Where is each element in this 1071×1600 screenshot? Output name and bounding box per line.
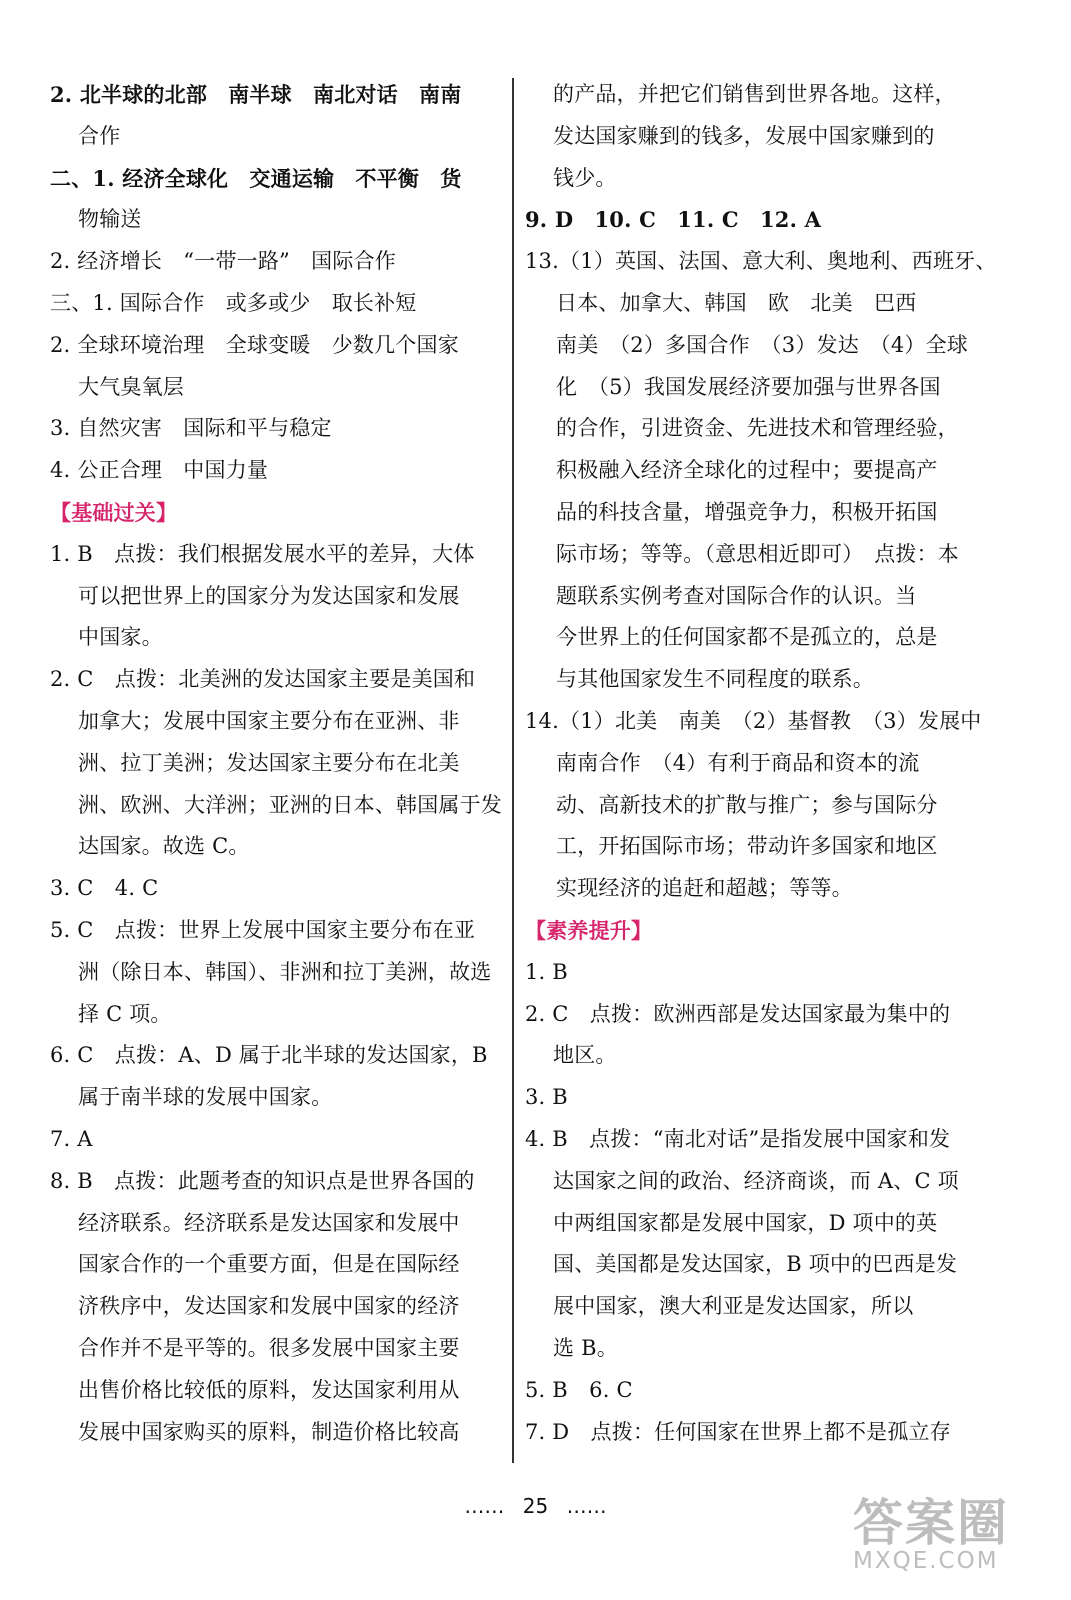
answer-line: 钱少。: [553, 165, 617, 190]
left-column: [50, 74, 505, 1453]
footer-dots-right: ……: [566, 1494, 607, 1518]
answer-line: 积极融入经济全球化的过程中；要提高产: [556, 458, 938, 483]
answer-line: 展中国家，澳大利亚是发达国家，所以: [553, 1294, 914, 1319]
section-heading: 【素养提升】: [525, 917, 653, 943]
answer-line: 4. B 点拨：“南北对话”是指发展中国家和发: [525, 1126, 951, 1151]
answer-line: 5. C 点拨：世界上发展中国家主要分布在亚: [50, 917, 476, 942]
answer-line: 中国家。: [78, 625, 163, 650]
answer-line: 国家合作的一个重要方面，但是在国际经: [78, 1252, 460, 1277]
answer-line: 出售价格比较低的原料，发达国家利用从: [78, 1377, 460, 1402]
answer-line: 合作: [78, 123, 121, 148]
column-divider: [512, 78, 514, 1463]
answer-line: 品的科技含量，增强竞争力，积极开拓国: [556, 499, 938, 524]
answer-line: 13.（1）英国、法国、意大利、奥地利、西班牙、: [525, 249, 997, 274]
answer-line: 南美 （2）多国合作 （3）发达 （4）全球: [556, 332, 968, 357]
answer-line: 加拿大；发展中国家主要分布在亚洲、非: [78, 708, 460, 733]
answer-line: 工，开拓国际市场；带动许多国家和地区: [556, 834, 938, 859]
answer-line: 选 B。: [553, 1335, 618, 1360]
answer-line: 7. D 点拨：任何国家在世界上都不是孤立存: [525, 1419, 951, 1444]
answer-line: 2. C 点拨：北美洲的发达国家主要是美国和: [50, 667, 476, 692]
answer-line: 大气臭氧层: [78, 374, 184, 399]
answer-line: 经济联系。经济联系是发达国家和发展中: [78, 1210, 460, 1235]
watermark-url: MXQE.COM: [853, 1548, 999, 1574]
answer-line: 2. 经济增长 “一带一路” 国际合作: [50, 249, 396, 274]
answer-line: 3. 自然灾害 国际和平与稳定: [50, 416, 332, 441]
answer-line: 7. A: [50, 1126, 93, 1151]
right-column: [525, 74, 997, 1453]
answer-line: 择 C 项。: [78, 1001, 172, 1026]
answer-line: 化 （5）我国发展经济要加强与世界各国: [556, 374, 941, 399]
answer-line: 发展中国家购买的原料，制造价格比较高: [78, 1419, 460, 1444]
answer-line: 2. 全球环境治理 全球变暖 少数几个国家: [50, 332, 459, 357]
answer-line: 济秩序中，发达国家和发展中国家的经济: [78, 1294, 460, 1319]
answer-line: 日本、加拿大、韩国 欧 北美 巴西: [556, 290, 917, 315]
answer-line: 物输送: [78, 207, 142, 232]
answer-line: 国、美国都是发达国家，B 项中的巴西是发: [553, 1252, 958, 1277]
watermark-logo: [853, 1494, 1043, 1576]
answer-line: 地区。: [553, 1043, 617, 1068]
answer-line: 实现经济的追赶和超越；等等。: [556, 876, 853, 901]
answer-line: 达国家。故选 C。: [78, 834, 250, 859]
answer-line: 14.（1）北美 南美 （2）基督教 （3）发展中: [525, 708, 982, 733]
answer-line: 1. B: [525, 959, 568, 984]
answer-line: 3. B: [525, 1085, 568, 1110]
answer-line: 南南合作 （4）有利于商品和资本的流: [556, 750, 920, 775]
answer-line: 3. C 4. C: [50, 876, 159, 901]
answer-line: 达国家之间的政治、经济商谈，而 A、C 项: [553, 1168, 959, 1193]
answer-line: 可以把世界上的国家分为发达国家和发展: [78, 583, 460, 608]
answer-line: 4. 公正合理 中国力量: [50, 458, 269, 483]
footer-dots-left: ……: [464, 1494, 505, 1518]
answer-line: 8. B 点拨：此题考查的知识点是世界各国的: [50, 1168, 475, 1193]
answer-line: 三、1. 国际合作 或多或少 取长补短: [50, 290, 417, 315]
answer-line: 动、高新技术的扩散与推广；参与国际分: [556, 792, 938, 817]
answer-line: 5. B 6. C: [525, 1377, 633, 1402]
answer-line: 的产品，并把它们销售到世界各地。这样，: [553, 82, 956, 106]
answer-line: 今世界上的任何国家都不是孤立的，总是: [556, 625, 938, 650]
answer-line: 2. 北半球的北部 南半球 南北对话 南南: [50, 82, 462, 107]
answer-line: 洲、欧洲、大洋洲；亚洲的日本、韩国属于发: [78, 792, 502, 817]
answer-line: 2. C 点拨：欧洲西部是发达国家最为集中的: [525, 1001, 951, 1026]
answer-line: 的合作，引进资金、先进技术和管理经验，: [556, 416, 959, 441]
answer-line: 合作并不是平等的。很多发展中国家主要: [78, 1335, 460, 1360]
answer-line: 中两组国家都是发展中国家，D 项中的英: [553, 1210, 938, 1235]
answer-line: 二、1. 经济全球化 交通运输 不平衡 货: [50, 165, 462, 191]
answer-line: 际市场；等等。（意思相近即可） 点拨：本: [556, 541, 959, 566]
answer-line: 洲（除日本、韩国）、非洲和拉丁美洲，故选: [78, 959, 492, 984]
answer-line: 与其他国家发生不同程度的联系。: [556, 667, 874, 692]
section-heading: 【基础过关】: [50, 499, 178, 525]
answer-line: 题联系实例考查对国际合作的认识。当: [556, 583, 917, 608]
answer-line: 洲、拉丁美洲；发达国家主要分布在北美: [78, 750, 460, 775]
answer-line: 6. C 点拨：A、D 属于北半球的发达国家，B: [50, 1043, 488, 1068]
answer-line: 属于南半球的发展中国家。: [78, 1085, 333, 1110]
watermark-title: 答案圈: [853, 1494, 1009, 1552]
answer-line: 9. D 10. C 11. C 12. A: [525, 207, 822, 233]
answer-line: 发达国家赚到的钱多，发展中国家赚到的: [553, 123, 935, 148]
answer-line: 1. B 点拨：我们根据发展水平的差异，大体: [50, 541, 475, 566]
page-number: 25: [522, 1494, 549, 1518]
